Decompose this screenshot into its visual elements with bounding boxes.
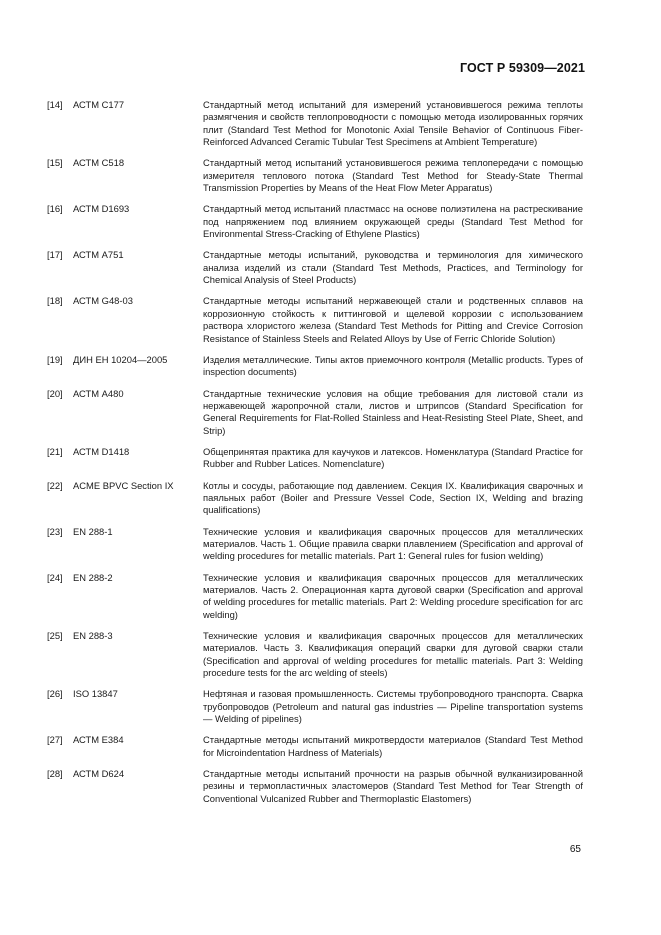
- entry-number: [14]: [47, 99, 63, 110]
- entry-title: Общепринятая практика для каучуков и латексов. Номенклатура (Standard Practice for Rubber and Rubber Latices. Nomenclature): [203, 445, 583, 470]
- entry-title: Стандартный метод испытаний пластмасс на основе полиэтилена на растрескивание под напряжением под влиянием окружающей среды (Standard Test Method for Environmental Stress-Cracking of Ethylene Plastics): [203, 203, 583, 240]
- entry-standard-code: АСТМ D1693: [73, 203, 130, 215]
- document-code: ГОСТ Р 59309—2021: [459, 61, 585, 75]
- bibliography-entry: [47, 526, 583, 563]
- bibliography-entry: [47, 734, 583, 759]
- entry-standard-code: АСТМ D624: [73, 768, 125, 780]
- entry-number: [16]: [47, 203, 63, 215]
- entry-standard-code: АСТМ С177: [73, 99, 125, 110]
- entry-standard-code: ACME BPVC Section IX: [73, 479, 174, 491]
- bibliography-entry: [47, 388, 583, 438]
- entry-title: Котлы и сосуды, работающие под давлением. Секция IX. Квалификация сварочных и паяльных работ (Boiler and Pressure Vessel Code, Section IX, Welding and brazing qualifications): [203, 479, 583, 516]
- entry-title: Стандартные методы испытаний микротвердости материалов (Standard Test Method for Microindentation Hardness of Materials): [203, 734, 583, 758]
- entry-standard-code: АСТМ А480: [73, 387, 124, 399]
- bibliography-entry: [47, 768, 583, 805]
- entry-title: Стандартные технические условия на общие требования для листовой стали из нержавеющей жаропрочной стали, листов и штрипсов (Standard Specification for General Requirements for Flat-Rolled Stainless and Heat-Resisting Steel Plate, Sheet, and Strip): [203, 387, 583, 436]
- entry-title: Стандартные методы испытаний, руководства и терминология для химического анализа изделий из стали (Standard Test Methods, Practices, and Terminology for Chemical Analysis of Steel Products): [203, 249, 583, 286]
- entry-standard-code: EN 288-1: [73, 525, 113, 537]
- bibliography-entry: [47, 99, 583, 149]
- entry-number: [26]: [47, 688, 63, 700]
- entry-title: Стандартный метод испытаний для измерений установившегося режима теплоты размягчения и свойств теплопроводности с помощью метода изолированных горячих плит (Standard Test Method for Monotonic Axial Tensile Behavior of Continuous Fiber-Reinforced Advanced Ceramic Tubular Test Specimens at Ambient Temperature): [203, 99, 583, 148]
- bibliography-entry: [47, 630, 583, 680]
- entry-standard-code: АСТМ D1418: [73, 445, 130, 457]
- page-number: 65: [569, 844, 581, 855]
- entry-title: Стандартные методы испытаний нержавеющей стали и родственных сплавов на коррозионную стойкость к питтинговой и щелевой коррозии с использованием раствора хлористого железа (Standard Test Methods for Pitting and Crevice Corrosion Resistance of Stainless Steels and Related Alloys by Use of Ferric Chloride Solution): [203, 295, 583, 344]
- bibliography-entry: [47, 688, 583, 725]
- entry-standard-code: ISO 13847: [73, 688, 118, 700]
- entry-number: [21]: [47, 445, 63, 457]
- bibliography-entry: [47, 249, 583, 286]
- entry-number: [25]: [47, 629, 63, 641]
- entry-number: [17]: [47, 249, 63, 261]
- entry-number: [19]: [47, 353, 63, 365]
- entry-number: [24]: [47, 571, 63, 583]
- entry-title: Изделия металлические. Типы актов приемочного контроля (Metallic products. Types of inspection documents): [203, 353, 583, 378]
- bibliography-list: [47, 99, 583, 814]
- bibliography-entry: [47, 157, 583, 194]
- entry-number: [22]: [47, 479, 63, 491]
- entry-number: [23]: [47, 525, 63, 537]
- entry-standard-code: EN 288-2: [73, 571, 113, 583]
- entry-number: [18]: [47, 295, 63, 307]
- bibliography-entry: [47, 203, 583, 240]
- bibliography-entry: [47, 295, 583, 345]
- bibliography-entry: [47, 572, 583, 622]
- bibliography-entry: [47, 480, 583, 517]
- entry-standard-code: АСТМ С518: [73, 157, 125, 169]
- entry-standard-code: АСТМ G48-03: [73, 295, 133, 307]
- entry-standard-code: ДИН ЕН 10204—2005: [73, 353, 168, 365]
- bibliography-entry: [47, 446, 583, 471]
- entry-title: Стандартный метод испытаний установившегося режима теплопередачи с помощью измерителя теплового потока (Standard Test Method for Steady-State Thermal Transmission Properties by Means of the Heat Flow Meter Apparatus): [203, 157, 583, 194]
- entry-number: [28]: [47, 768, 63, 780]
- entry-number: [27]: [47, 734, 63, 746]
- entry-number: [15]: [47, 157, 63, 169]
- entry-standard-code: EN 288-3: [73, 629, 113, 641]
- entry-standard-code: АСТМ А751: [73, 249, 124, 261]
- entry-title: Технические условия и квалификация сварочных процессов для металлических материалов. Часть 1. Общие правила сварки плавлением (Specification and approval of welding procedures for metallic materials. Part 1: General rules for fusion welding): [203, 525, 583, 562]
- entry-title: Технические условия и квалификация сварочных процессов для металлических материалов. Часть 3. Квалификация операций сварки для дуговой сварки стали (Specification and approval of welding procedures for metallic materials. Part 3: Welding procedure tests for the arc welding of steels): [203, 629, 583, 679]
- entry-title: Нефтяная и газовая промышленность. Системы трубопроводного транспорта. Сварка трубопроводов (Petroleum and natural gas industries — Pipeline transportation systems — Welding of pipelines): [203, 688, 583, 725]
- entry-number: [20]: [47, 387, 63, 399]
- entry-title: Технические условия и квалификация сварочных процессов для металлических материалов. Часть 2. Операционная карта дуговой сварки (Specification and approval of welding procedures for metallic materials. Part 2: Welding procedure specification for arc welding): [203, 571, 583, 620]
- entry-title: Стандартные методы испытаний прочности на разрыв обычной вулканизированной резины и термопластичных эластомеров (Standard Test Method for Tear Strength of Conventional Vulcanized Rubber and Thermoplastic Elastomers): [203, 768, 583, 804]
- bibliography-entry: [47, 354, 583, 379]
- entry-standard-code: АСТМ Е384: [73, 734, 124, 746]
